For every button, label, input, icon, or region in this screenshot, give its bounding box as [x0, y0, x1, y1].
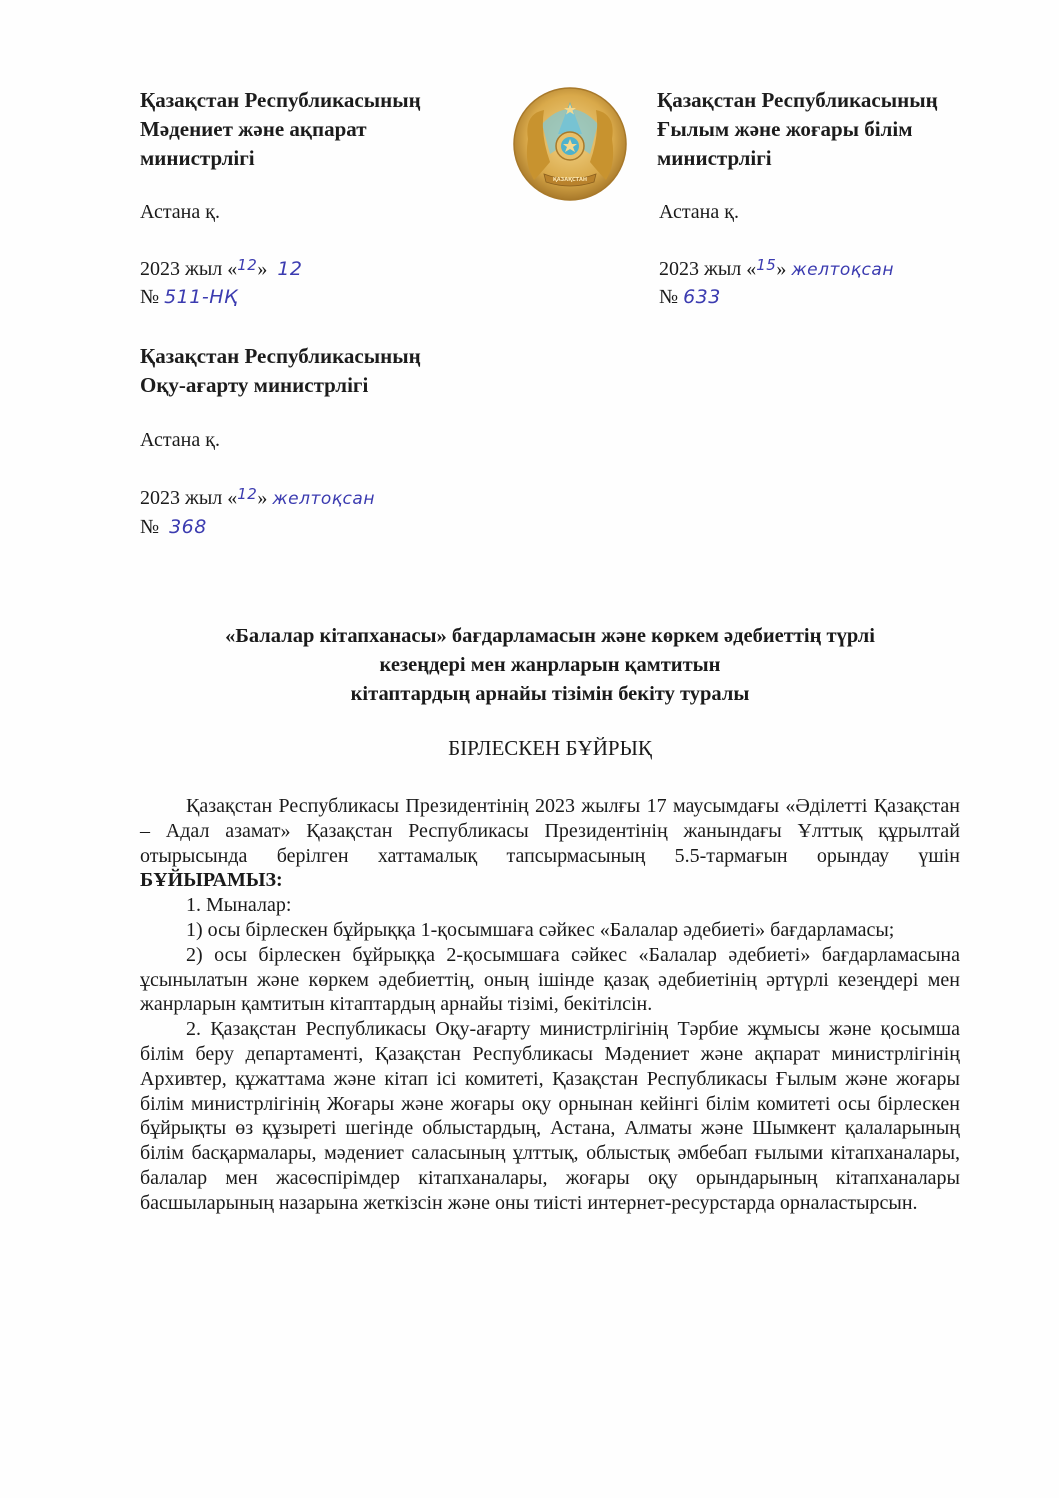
- third-ministry-name: [140, 342, 520, 400]
- left-city: Астана қ.: [140, 201, 220, 223]
- ministry-line: министрлігі: [657, 146, 772, 170]
- handwritten-month: 12: [277, 258, 303, 280]
- emblem-inscription: ҚАЗАҚСТАН: [552, 177, 588, 183]
- preamble-text: Қазақстан Республикасы Президентінің 2023 жылғы 17 маусымдағы «Әділетті Қазақстан – Адал азамат» Қазақстан Республикасы Президентінің жанындағы Ұлттық құрылтай отырысында берілген хаттамалық тапсырмасының 5.5-тармағын орындау үшін: [140, 795, 960, 867]
- handwritten-month: желтоқсан: [272, 489, 375, 509]
- item-1-2: 2) осы бірлескен бұйрыққа 2-қосымшаға сәйкес «Балалар әдебиеті» бағдарламасына ұсынылатын және көркем әдебиеттің, оның ішінде қазақ әдебиетінің әртүрлі кезеңдері мен жанрларын қамтитын кітаптардың арнайы тізімі, бекітілсін.: [140, 943, 960, 1016]
- right-date: [659, 256, 999, 283]
- third-date: [140, 485, 480, 512]
- item-1-heading: 1. Мыналар:: [186, 894, 292, 917]
- item-1-1: 1) осы бірлескен бұйрыққа 1-қосымшаға сәйкес «Балалар әдебиеті» бағдарламасы;: [186, 918, 895, 941]
- ministry-line: Ғылым және жоғары білім: [657, 117, 913, 141]
- date-suffix: »: [257, 258, 268, 280]
- number-sign: №: [140, 286, 160, 308]
- handwritten-month: желтоқсан: [791, 260, 894, 280]
- left-date: [140, 256, 470, 283]
- ministry-line: Қазақстан Республикасының: [140, 88, 421, 112]
- number-sign: №: [140, 516, 160, 538]
- handwritten-number: 633: [683, 286, 721, 308]
- preamble-paragraph: [140, 794, 960, 893]
- ministry-line: Мәдениет және ақпарат: [140, 117, 367, 141]
- right-number: [659, 284, 721, 310]
- title-line: «Балалар кітапханасы» бағдарламасын және көркем әдебиеттің түрлі: [225, 625, 875, 647]
- handwritten-number: 368: [169, 516, 207, 538]
- number-sign: №: [659, 286, 679, 308]
- left-ministry-name: [140, 86, 500, 173]
- document-body: [140, 794, 960, 1216]
- order-heading: БІРЛЕСКЕН БҰЙРЫҚ: [448, 736, 652, 760]
- ministry-line: министрлігі: [140, 146, 255, 170]
- left-number: [140, 284, 238, 310]
- ministry-line: Оқу-ағарту министрлігі: [140, 373, 369, 397]
- third-ministry-header: [140, 342, 520, 400]
- item-2: 2. Қазақстан Республикасы Оқу-ағарту министрлігінің Тәрбие жұмысы және қосымша білім беру департаменті, Қазақстан Республикасы Мәдениет және ақпарат министрлігінің Архивтер, құжаттама және кітап ісі комитеті, Қазақстан Республикасы Ғылым және жоғары білім министрлігінің Жоғары және жоғары оқу орнынан кейінгі білім комитеті осы бірлескен бұйрықты өз құзыреті шегінде облыстардың, Астана, Алматы және Шымкент қалаларының білім басқармалары, мәдениет саласының ұлттық, облыстық әмбебап ғылыми кітапханалары, балалар мен жасөспірімдер кітапханалары, жоғары оқу орындарының кітапханалары басшыларының назарына жеткізсін және оны тиісті интернет-ресурстарда орналастырсын.: [140, 1018, 960, 1214]
- handwritten-day: 15: [756, 256, 777, 274]
- third-number: [140, 514, 207, 540]
- date-suffix: »: [257, 487, 268, 509]
- title-line: кітаптардың арнайы тізімін бекіту туралы: [350, 683, 750, 705]
- third-city: Астана қ.: [140, 429, 220, 451]
- date-prefix: 2023 жыл «: [659, 258, 757, 280]
- right-ministry-name: [657, 86, 1017, 173]
- document-title: [140, 622, 960, 709]
- handwritten-day: 12: [237, 485, 258, 503]
- date-prefix: 2023 жыл «: [140, 487, 238, 509]
- ministry-line: Қазақстан Республикасының: [657, 88, 938, 112]
- preamble-bold-command: БҰЙЫРАМЫЗ:: [140, 869, 283, 892]
- handwritten-number: 511-НҚ: [164, 286, 238, 308]
- kazakhstan-emblem-svg: [510, 84, 630, 204]
- date-suffix: »: [776, 258, 787, 280]
- right-ministry-header: [657, 86, 1017, 173]
- right-city: Астана қ.: [659, 201, 739, 223]
- title-line: кезеңдері мен жанрларын қамтитын: [379, 654, 721, 676]
- state-emblem-icon: [510, 84, 630, 204]
- handwritten-day: 12: [237, 256, 258, 274]
- left-ministry-header: [140, 86, 500, 173]
- ministry-line: Қазақстан Республикасының: [140, 344, 421, 368]
- date-prefix: 2023 жыл «: [140, 258, 238, 280]
